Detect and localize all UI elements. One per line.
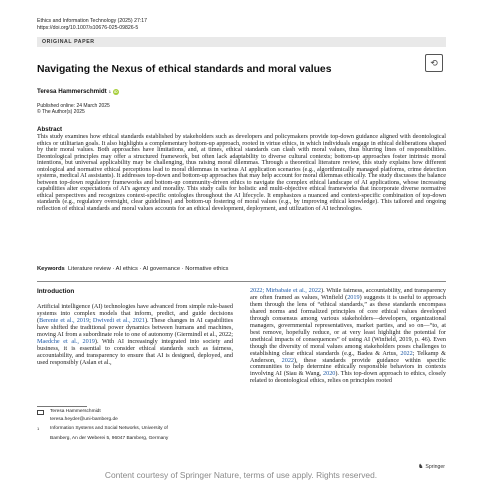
citation-link[interactable]: 2022 — [400, 349, 413, 357]
orcid-icon[interactable]: iD — [114, 89, 118, 94]
keywords-line — [37, 266, 446, 272]
citation-link[interactable]: Maedche et al., 2019 — [37, 337, 95, 345]
author-affiliation-mark: 1 — [108, 89, 111, 94]
body-text: ). With AI increasingly integrated into society and business, it is essential to consider ethical standards such as fairness, accountability, and transparency to ensure that AI is designed, deployed, and used responsibly (Aslan et al., — [37, 337, 233, 366]
publisher-logo — [418, 463, 445, 470]
affiliation-number: 1 — [37, 426, 40, 432]
watermark: Content courtesy of Springer Nature, terms of use apply. Rights reserved. — [104, 470, 378, 480]
abstract-text: This study examines how ethical standards established by stakeholders such as developers and policymakers provide top-down guidance aligned with deontological ethics or utilitarian goals. It also highlights a complementary bottom-up approach, rooted in virtue ethics, in which individuals engage in ethical deliberations shaped by their moral values. Both approaches have limitations, and, at times, ethical standards can clash with moral values, thus blurring lines of responsibilities. Deontological principles may offer a structured framework, but often lack adaptability to diverse cultural contexts; bottom-up approaches foster intrinsic moral intentions, but universal applicability may be challenging, thus raising moral dilemmas. Through a theoretical literature review, this study explains how different ontological and normative ethical perceptions lead to moral dilemmas in various AI application scenarios (e.g., algorithmically managed platforms, crime detection systems, medical AI assistants). It addresses top-down and bottom-up approaches that may help account for moral dilemmas ethically. The study discusses the balance between top-down regulatory frameworks and bottom-up community-driven ethics to navigate the complex ethical landscape of AI applications, whose increasing capabilities alter expectations of AI's agency and morality. This study calls for holistic and multi-objective ethical frameworks that incorporate diverse normative ethical perspectives and recognizes context-specific ontologies throughout the AI lifecycle. It emphasizes a nuanced and context-specific combination of top-down standards (e.g., regulatory oversight, clear guidelines) and bottom-up fostering of moral values (e.g., by improving ethical knowledge). This tailored and ongoing reflection of ethical standards and moral values accounts for an ethical development, deployment, and utilization of AI technologies. — [37, 134, 446, 213]
footnote-divider — [37, 406, 87, 407]
footnote — [37, 409, 233, 442]
email-link[interactable]: teresa.heyder@uni-bamberg.de — [50, 417, 118, 423]
corresponding-author-name: Teresa Hammerschmidt — [50, 409, 101, 414]
body-text: ). While fairness, accountability, and transparency are often framed as values, Winfield ( — [250, 288, 446, 301]
citation-link[interactable]: 2022 — [281, 356, 294, 364]
body-text: ; — [89, 316, 93, 324]
body-text: ). This top-down approach to ethics, closely related to deontological ethics, relies on principles rooted — [250, 370, 446, 385]
doi-link[interactable]: https://doi.org/10.1007/s10676-025-09826-5 — [37, 24, 139, 31]
section-divider — [37, 281, 446, 282]
article-title: Navigating the Nexus of ethical standards and moral values — [37, 64, 332, 75]
corresponding-author — [37, 409, 233, 417]
affiliation-line-2: Bamberg, An der Weberei 5, 96047 Bamberg, Germany — [50, 436, 169, 442]
envelope-icon — [37, 410, 44, 415]
article-type-badge: ORIGINAL PAPER — [37, 37, 446, 47]
affiliation-row — [37, 426, 233, 436]
publication-info — [37, 103, 110, 116]
body-text: ). These changes in AI capabilities have shifted the traditional power dynamics between humans and machines, moving AI from a subordinate role to one of autonomy (Giermindl et al., 2022; — [37, 316, 233, 338]
publisher-name: Springer — [425, 463, 445, 470]
citation-link[interactable]: Dwivedi et al., 2021 — [92, 316, 145, 324]
published-date: Published online: 24 March 2025 — [37, 103, 110, 109]
body-text: Artificial intelligence (AI) technologies have advanced from simple rule-based systems into complex models that inform, predict, and guide decisions ( — [37, 303, 233, 324]
copyright: © The Author(s) 2025 — [37, 109, 85, 116]
body-right-column — [250, 288, 446, 458]
citation-link[interactable]: 2019 — [347, 293, 360, 301]
keywords-list: Literature review · AI ethics · AI governance · Normative ethics — [67, 266, 229, 272]
journal-citation: Ethics and Information Technology (2025) 27:17 — [37, 18, 148, 24]
body-text: ), these standards provide guidance within specific communities to help determine ethically responsible behaviors in contexts involving AI (Siau & Wang, — [250, 356, 446, 378]
body-text: ) suggests it is useful to approach them through the lens of “ethical standards,” as these standards encompass shared norms and formalized principles of core ethical values developed through consensus among various stakeholders—developers, organizational managers, governmental representatives, market parties, and so on—“to, at best remove, hopefully reduce, or at very least highlight the potential for unethical impacts of consequences” of using AI (Winfield, 2019, p. 46). Even though the diversity of moral values among stakeholders poses challenges to establishing clear ethical standards (e.g., Badea & Artus, — [250, 293, 446, 357]
citation-link[interactable]: 2022; Mirbabaie et al., 2022 — [250, 288, 322, 294]
keywords-label: Keywords — [37, 266, 65, 272]
author-line — [37, 88, 119, 95]
body-left-column — [37, 304, 233, 367]
author-name[interactable]: Teresa Hammerschmidt — [37, 88, 107, 95]
body-text: ; Telkamp & Anderson, — [250, 349, 446, 364]
abstract-heading: Abstract — [37, 126, 63, 133]
journal-header — [37, 18, 147, 31]
crossmark-icon: ⟲ — [430, 57, 438, 68]
affiliation-row-2 — [37, 436, 233, 442]
citation-link[interactable]: 2020 — [323, 370, 336, 378]
affiliation-line-1: Information Systems and Social Networks, University of — [50, 426, 168, 432]
check-for-updates-button[interactable] — [425, 54, 443, 72]
citation-link[interactable]: Berente et al., 2019 — [39, 316, 90, 324]
introduction-heading: Introduction — [37, 288, 75, 295]
springer-horse-icon: ♞ — [418, 464, 424, 470]
email-row — [37, 417, 233, 423]
